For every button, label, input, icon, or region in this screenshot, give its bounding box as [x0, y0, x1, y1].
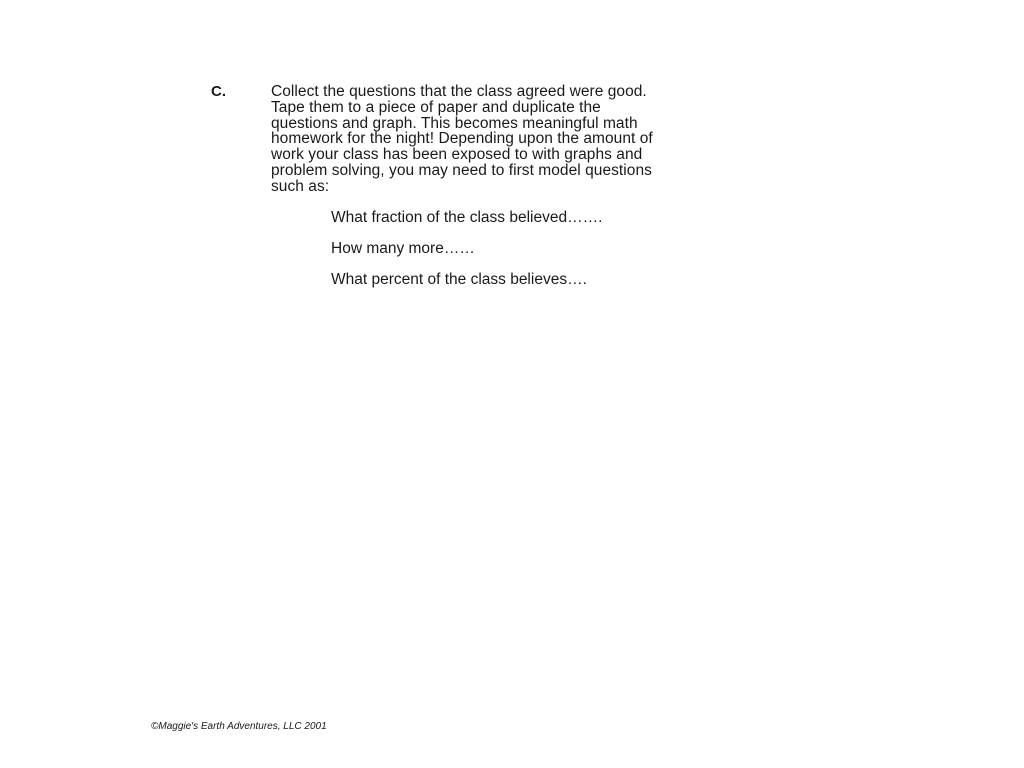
model-question-percent: What percent of the class believes…. — [331, 271, 587, 288]
section-label: C. — [211, 83, 226, 100]
model-question-fraction: What fraction of the class believed……. — [331, 209, 603, 226]
model-question-how-many: How many more…… — [331, 240, 475, 257]
copyright-footer: ©Maggie's Earth Adventures, LLC 2001 — [151, 721, 327, 732]
instruction-paragraph: Collect the questions that the class agreed were good. Tape them to a piece of paper and duplicate the questions and graph. This becomes meaningful math homework for the night! Depending upon the amount of work your class has been exposed to with graphs and problem solving, you may need to first model questions such as: — [271, 83, 653, 195]
model-question-list — [331, 208, 602, 301]
